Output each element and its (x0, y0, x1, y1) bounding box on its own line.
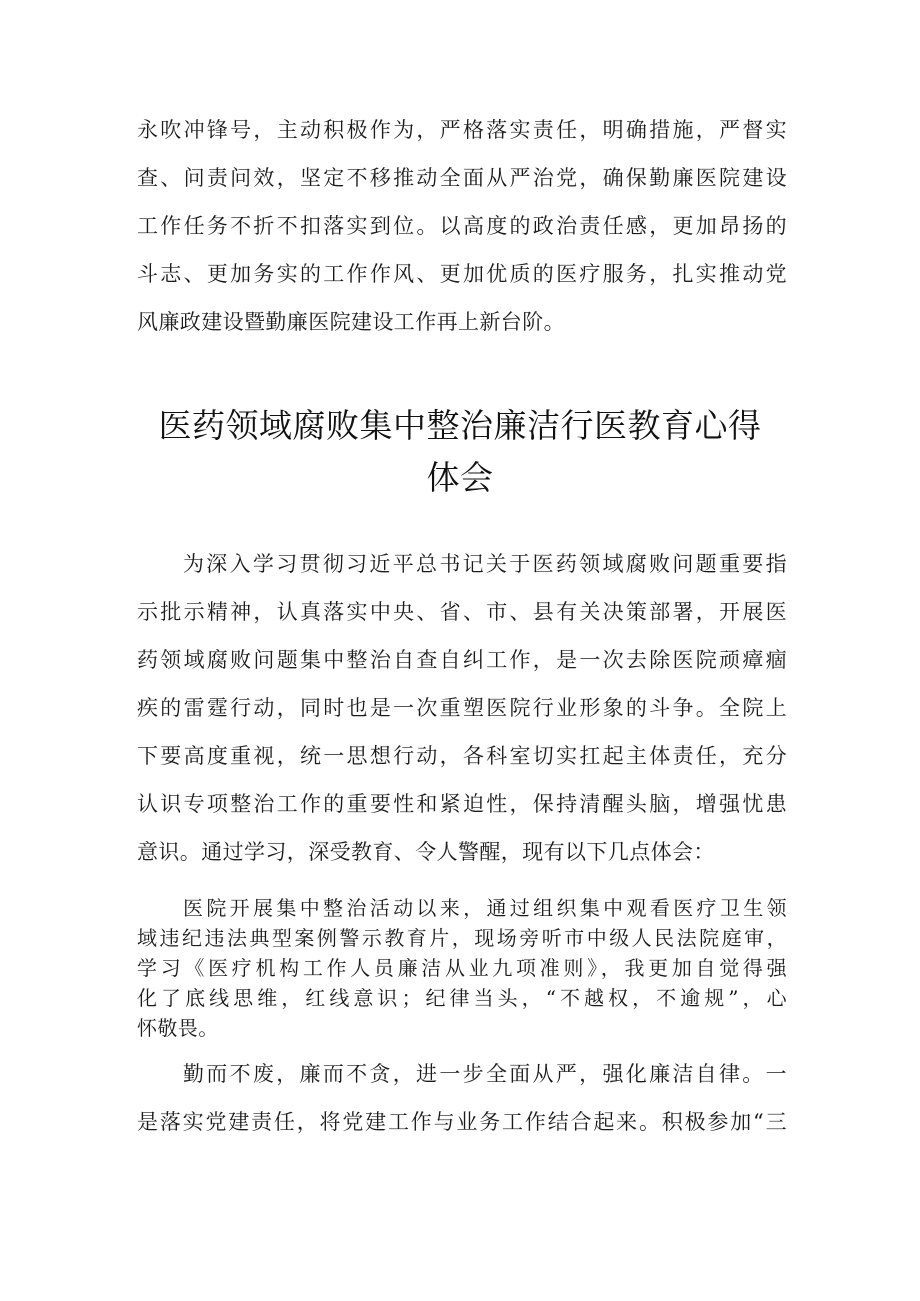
text-line: 怀敬畏。 (137, 1016, 219, 1040)
text-line: 医院开展集中整治活动以来，通过组织集中观看医疗卫生领 (183, 896, 787, 920)
text-line: 下要高度重视，统一思想行动，各科室切实扛起主体责任，充分 (137, 744, 787, 768)
text-line: 查、问责问效，坚定不移推动全面从严治党，确保勤廉医院建设 (137, 166, 787, 190)
text-line: 工作任务不折不扣落实到位。以高度的政治责任感，更加昂扬的 (137, 214, 787, 238)
text-line: 永吹冲锋号，主动积极作为，严格落实责任，明确措施，严督实 (137, 118, 787, 142)
text-line: 疾的雷霆行动，同时也是一次重塑医院行业形象的斗争。全院上 (137, 696, 787, 720)
text-line: 认识专项整治工作的重要性和紧迫性，保持清醒头脑，增强忧患 (137, 792, 787, 816)
paragraph-2 (137, 893, 787, 1043)
paragraph-1 (137, 540, 787, 876)
text-line: 风廉政建设暨勤廉医院建设工作再上新台阶。 (137, 310, 565, 334)
text-line: 化了底线思维，红线意识；纪律当头，“不越权，不逾规”，心 (137, 986, 787, 1010)
text-line: 为深入学习贯彻习近平总书记关于医药领域腐败问题重要指 (183, 552, 787, 576)
text-line: 是落实党建责任，将党建工作与业务工作结合起来。积极参加“三 (137, 1110, 787, 1134)
paragraph-3 (137, 1050, 787, 1146)
text-line: 示批示精神，认真落实中央、省、市、县有关决策部署，开展医 (137, 600, 787, 624)
text-line: 斗志、更加务实的工作作风、更加优质的医疗服务，扎实推动党 (137, 262, 787, 286)
text-line: 意识。通过学习，深受教育、令人警醒，现有以下几点体会： (137, 840, 715, 864)
text-line: 学习《医疗机构工作人员廉洁从业九项准则》，我更加自觉得强 (137, 956, 787, 980)
text-line: 勤而不废，廉而不贪，进一步全面从严，强化廉洁自律。一 (183, 1062, 787, 1086)
document-title-line-1: 医药领域腐败集中整治廉洁行医教育心得 (158, 406, 762, 445)
document-title-line-2: 体会 (426, 458, 494, 497)
text-line: 域违纪违法典型案例警示教育片，现场旁听市中级人民法院庭审， (137, 926, 787, 950)
prev-paragraph (137, 106, 787, 346)
text-line: 药领域腐败问题集中整治自查自纠工作，是一次去除医院顽瘴痼 (137, 648, 787, 672)
